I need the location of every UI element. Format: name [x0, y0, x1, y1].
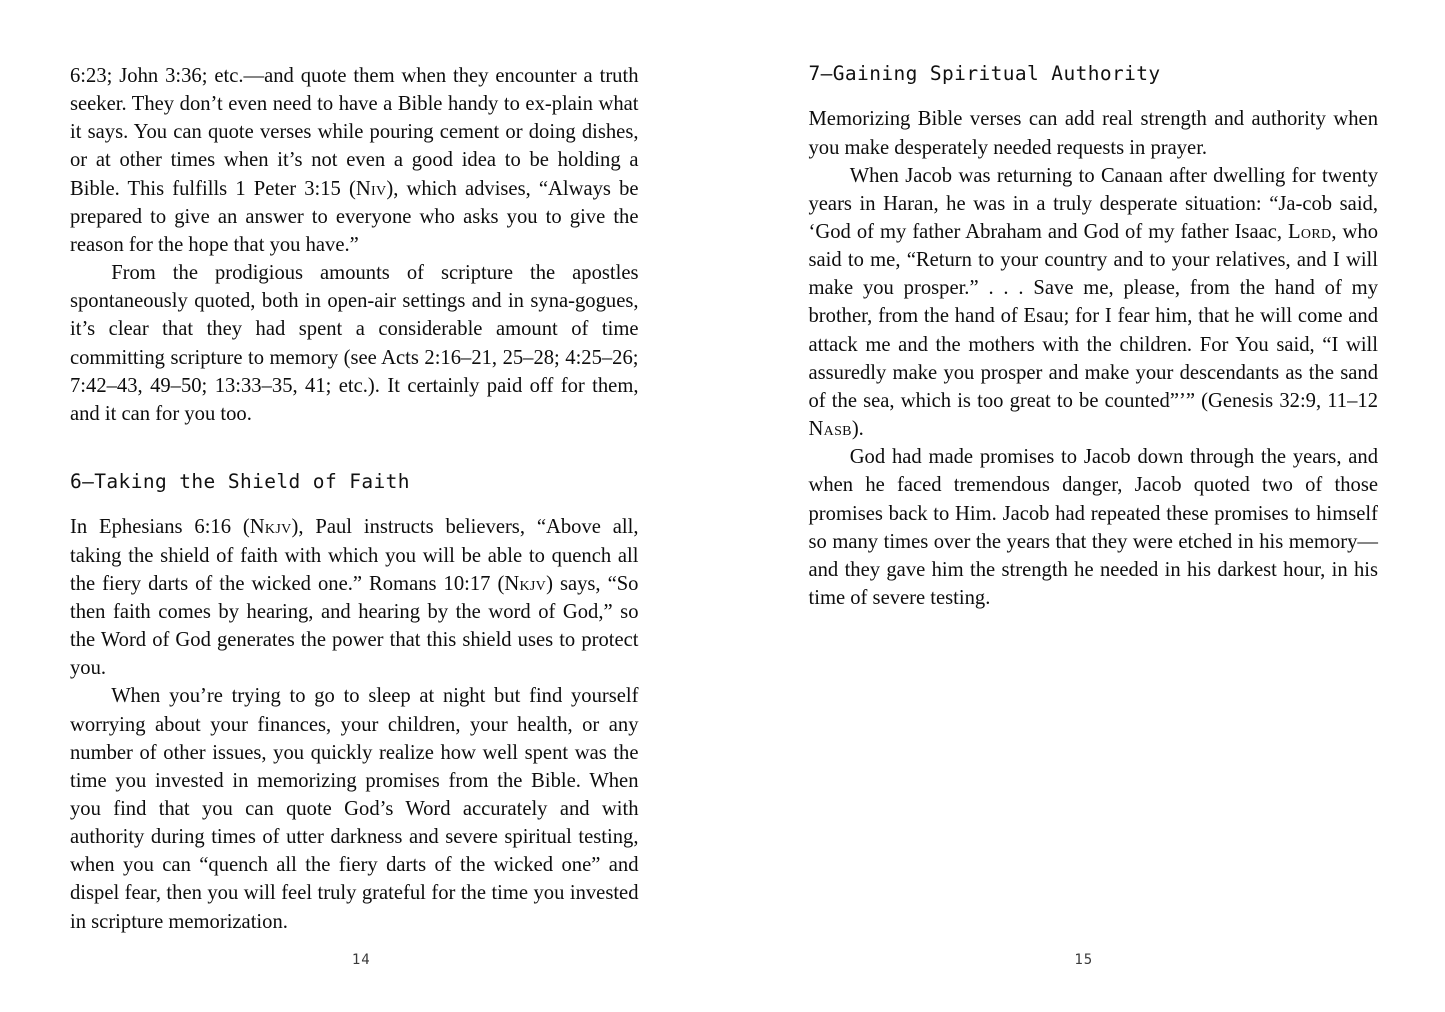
paragraph-ephesians-shield: In Ephesians 6:16 (Nkjv), Paul instructs believers, “Above all, taking the shield of faith with which you will be able to quench all the fiery darts of the wicked one.” Romans 10:17 (Nkjv) says, “So then faith comes by hearing, and hearing by the word of God,” so the Word of God generates the power that this shield uses to protect you. — [70, 516, 639, 680]
paragraph-apostles-scripture: From the prodigious amounts of scripture the apostles spontaneously quoted, both in open-air settings and in syna-gogues, it’s clear that they had spent a considerable amount of time committing scripture to memory (see Acts 2:16–21, 25–28; 4:25–26; 7:42–43, 49–50; 13:33–35, 41; etc.). It certainly paid off for them, and it can for you too. — [70, 262, 639, 425]
paragraph-sleep-worry: When you’re trying to go to sleep at night but find yourself worrying about your finances, your children, your health, or any number of other issues, you quickly realize how well spent was the time you invested in memorizing promises from the Bible. When you find that you can quote God’s Word accurately and with authority during times of utter darkness and severe spiritual testing, when you can “quench all the fiery darts of the wicked one” and dispel fear, then you will feel truly grateful for the time you invested in scripture memorization. — [70, 685, 639, 933]
section-heading-6: 6—Taking the Shield of Faith — [70, 470, 410, 494]
bible-version-nasb: Nasb — [808, 418, 852, 441]
page-number-left: 14 — [351, 952, 371, 968]
right-text-column — [809, 62, 1379, 612]
divine-name-lord: Lord — [1288, 221, 1332, 243]
paragraph-memorizing-strength: Memorizing Bible verses can add real strength and authority when you make desperately needed requests in prayer. — [808, 108, 1378, 159]
paragraph-god-promises-jacob: God had made promises to Jacob down through the years, and when he faced tremendous danger, Jacob quoted two of those promises back to Him. Jacob had repeated these promises to himself so many times over the years that they were etched in his memory—and they gave him the strength he needed in his darkest hour, in his time of severe testing. — [808, 446, 1378, 610]
page-right — [723, 0, 1445, 1012]
page-number-right: 15 — [1074, 952, 1094, 968]
bible-version-nkjv-1: Nkjv — [249, 516, 292, 539]
paragraph-jacob-canaan: When Jacob was returning to Canaan after dwelling for twenty years in Haran, he was in a truly desperate situation: “Ja-cob said, ‘God of my father Abraham and God of my father Isaac, Lord, who said to me, “Return to your country and to your relatives, and I will make you prosper.” . . . Save me, please, from the hand of my brother, from the hand of Esau; for I fear him, that he will come and attack me and the mothers with the children. For You said, “I will assuredly make you prosper and make your descendants as the sand of the sea, which is too great to be counted”’” (Genesis 32:9, 11–12 Nasb). — [808, 164, 1378, 441]
bible-version-niv: Niv — [355, 177, 387, 200]
section-heading-7: 7—Gaining Spiritual Authority — [808, 62, 1161, 85]
left-text-column — [70, 62, 639, 936]
paragraph-continuation: 6:23; John 3:36; etc.—and quote them when they encounter a truth seeker. They don’t even need to have a Bible handy to ex-plain what it says. You can quote verses while pouring cement or doing dishes, or at other times when it’s not even a good idea to be holding a Bible. This fulfills 1 Peter 3:15 (Niv), which advises, “Always be prepared to give an answer to everyone who asks you to give the reason for the hope that you have.” — [70, 65, 639, 256]
bible-version-nkjv-2: Nkjv — [504, 572, 547, 595]
